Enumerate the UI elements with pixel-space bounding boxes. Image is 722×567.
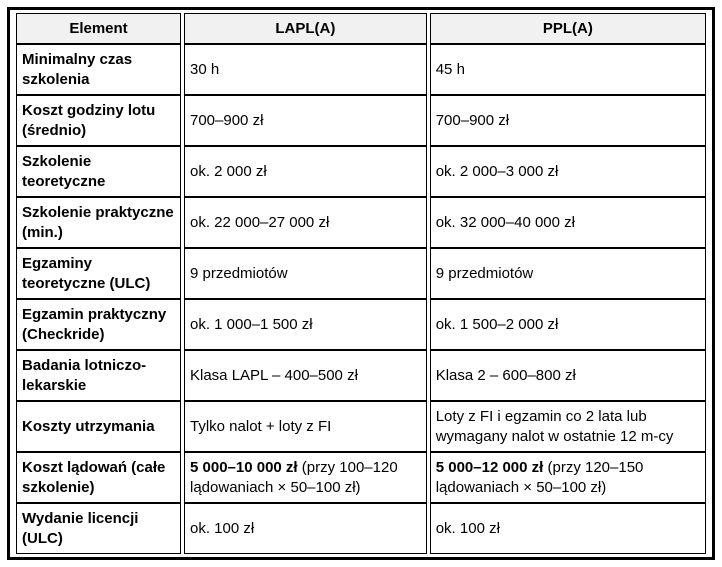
ppl-value-rest: (przy 120–150 lądowaniach × 50–100 zł) <box>435 458 644 496</box>
table-row-minimalny-czas <box>16 44 706 95</box>
lapl-value: 700–900 zł <box>184 95 427 146</box>
table-row-egzaminy-teoretyczne <box>16 248 706 299</box>
ppl-value: Loty z FI i egzamin co 2 lata lub wymagany nalot w ostatnie 12 m-cy <box>430 401 706 452</box>
ppl-value: ok. 32 000–40 000 zł <box>430 197 706 248</box>
lapl-value: ok. 1 000–1 500 zł <box>184 299 427 350</box>
lapl-value: 30 h <box>184 44 427 95</box>
ppl-value: 700–900 zł <box>430 95 706 146</box>
ppl-value: 9 przedmiotów <box>430 248 706 299</box>
lapl-value: Klasa LAPL – 400–500 zł <box>184 350 427 401</box>
lapl-value: ok. 22 000–27 000 zł <box>184 197 427 248</box>
ppl-value: Klasa 2 – 600–800 zł <box>430 350 706 401</box>
lapl-value-rest: (przy 100–120 lądowaniach × 50–100 zł) <box>190 458 398 496</box>
row-label: Koszty utrzymania <box>16 401 181 452</box>
ppl-value: ok. 2 000–3 000 zł <box>430 146 706 197</box>
row-label: Egzaminy teoretyczne (ULC) <box>16 248 181 299</box>
ppl-value: ok. 1 500–2 000 zł <box>430 299 706 350</box>
table-row-badania-lotniczo-lekarskie <box>16 350 706 401</box>
comparison-table-wrapper <box>7 7 715 560</box>
row-label: Koszt godziny lotu (średnio) <box>16 95 181 146</box>
row-label: Minimalny czas szkolenia <box>16 44 181 95</box>
row-label: Badania lotniczo-lekarskie <box>16 350 181 401</box>
table-row-szkolenie-teoretyczne <box>16 146 706 197</box>
ppl-value: 45 h <box>430 44 706 95</box>
ppl-value: ok. 100 zł <box>430 503 706 554</box>
table-row-koszt-ladowan <box>16 452 706 503</box>
row-label: Egzamin praktyczny (Checkride) <box>16 299 181 350</box>
table-row-szkolenie-praktyczne <box>16 197 706 248</box>
header-element: Element <box>16 13 181 44</box>
license-cost-comparison-table <box>13 13 709 554</box>
row-label: Szkolenie teoretyczne <box>16 146 181 197</box>
lapl-value: 9 przedmiotów <box>184 248 427 299</box>
header-row <box>16 13 706 44</box>
table-row-wydanie-licencji <box>16 503 706 554</box>
row-label: Wydanie licencji (ULC) <box>16 503 181 554</box>
lapl-value: Tylko nalot + loty z FI <box>184 401 427 452</box>
lapl-value: ok. 2 000 zł <box>184 146 427 197</box>
ppl-value-bold: 5 000–12 000 zł <box>435 458 544 476</box>
header-ppl: PPL(A) <box>430 13 706 44</box>
row-label: Szkolenie praktyczne (min.) <box>16 197 181 248</box>
table-row-egzamin-praktyczny <box>16 299 706 350</box>
header-lapl: LAPL(A) <box>184 13 427 44</box>
table-row-koszt-godziny <box>16 95 706 146</box>
lapl-value-bold: 5 000–10 000 zł <box>190 458 298 476</box>
row-label: Koszt lądowań (całe szkolenie) <box>16 452 181 503</box>
lapl-value: ok. 100 zł <box>184 503 427 554</box>
table-row-koszty-utrzymania <box>16 401 706 452</box>
ppl-value <box>430 452 706 503</box>
lapl-value <box>184 452 427 503</box>
